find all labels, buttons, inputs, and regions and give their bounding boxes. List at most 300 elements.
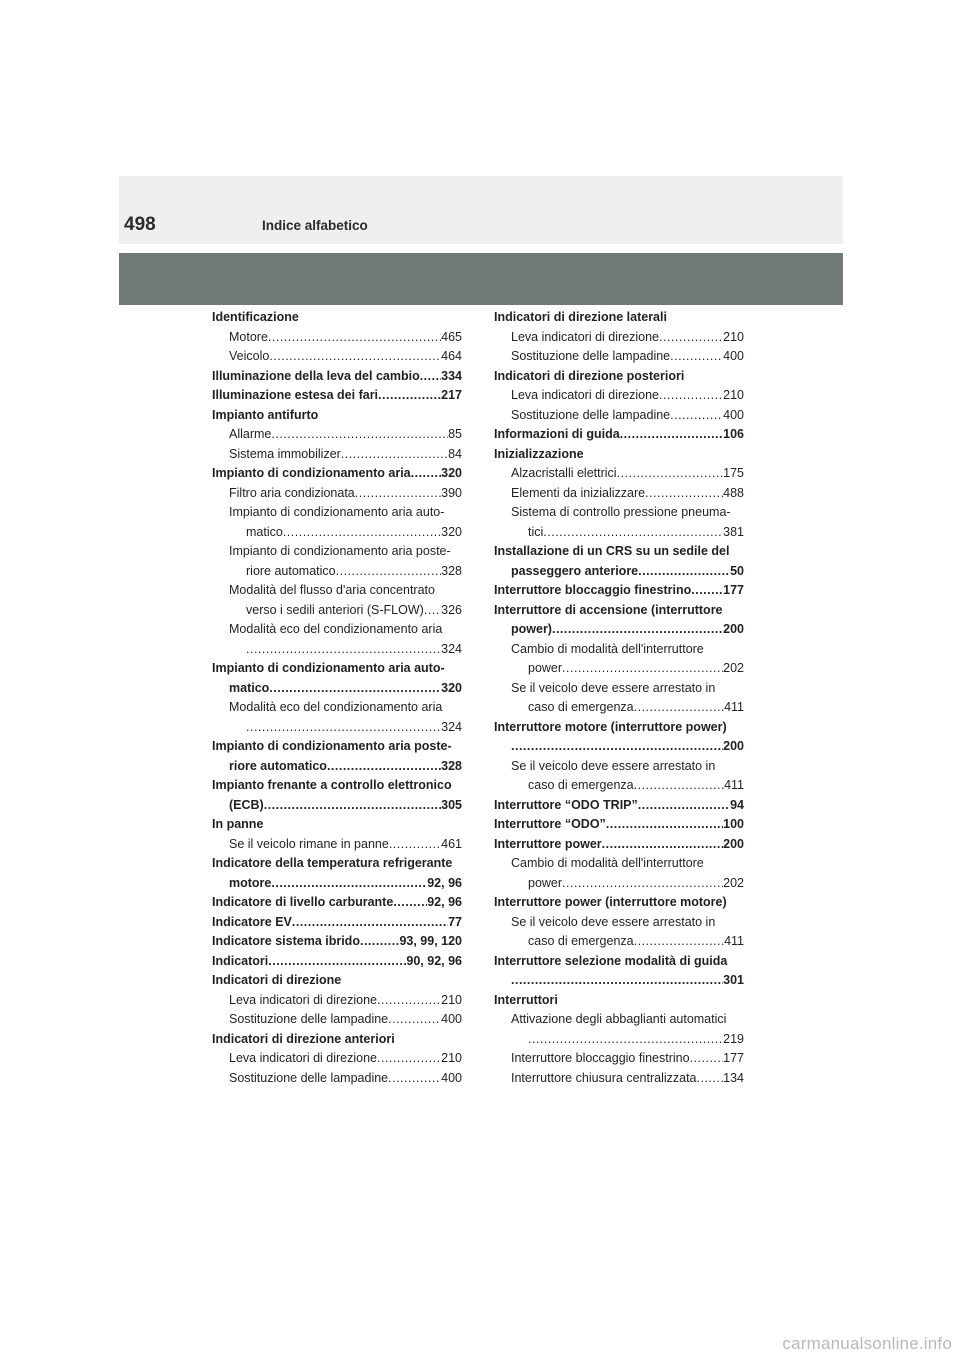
entry-label: Cambio di modalità dell'interruttore [511, 641, 704, 656]
index-entry-line [212, 308, 462, 328]
page-reference[interactable]: 202 [723, 661, 744, 675]
index-entry [212, 406, 462, 426]
index-entry [494, 640, 744, 679]
page-reference[interactable]: 461 [441, 836, 462, 851]
index-entry [212, 542, 462, 581]
index-entry [494, 757, 744, 796]
page-reference[interactable]: 301 [723, 973, 744, 987]
page-reference[interactable]: 134 [723, 1070, 744, 1085]
dot-leader [393, 893, 427, 913]
index-entry-line [212, 601, 462, 621]
dot-leader [659, 328, 723, 348]
dot-leader [388, 1010, 441, 1030]
entry-label: Leva indicatori di direzione [511, 329, 660, 344]
index-entry-line [494, 1069, 744, 1089]
entry-label: Illuminazione estesa dei fari [212, 388, 379, 402]
entry-label: Motore [229, 329, 268, 344]
entry-label: matico [229, 680, 270, 695]
index-entry-line [494, 971, 744, 991]
index-entry [212, 913, 462, 933]
index-entry [494, 718, 744, 757]
entry-label: Modalità eco del condizionamento aria [229, 622, 443, 636]
index-entry-line [212, 874, 462, 894]
index-entry-line [212, 893, 462, 913]
entry-label: Veicolo [229, 349, 270, 363]
dot-leader [388, 1069, 441, 1089]
index-entry-line [494, 581, 744, 601]
entry-label: Indicatore di livello carburante [212, 895, 394, 909]
entry-label: Modalità eco del condizionamento aria [229, 700, 443, 714]
entry-label: Indicatori di direzione anteriori [212, 1031, 395, 1046]
index-entry-line [494, 464, 744, 484]
page-reference[interactable]: 381 [723, 524, 744, 539]
index-entry [494, 854, 744, 893]
dot-leader [552, 620, 723, 640]
page-reference[interactable]: 85 [448, 427, 462, 441]
index-entry-line [212, 1030, 462, 1050]
page-reference[interactable]: 400 [723, 407, 744, 422]
index-entry-line [494, 679, 744, 699]
index-entry-line [494, 406, 744, 426]
index-entry-line [494, 425, 744, 445]
index-entry [212, 893, 462, 913]
page-reference[interactable]: 177 [723, 1051, 744, 1065]
page-reference[interactable]: 94 [730, 797, 744, 812]
index-entry [494, 1069, 744, 1089]
index-column-right [494, 308, 744, 1088]
index-entry [212, 464, 462, 484]
index-entry [212, 445, 462, 465]
dot-leader [691, 581, 723, 601]
index-entry-line [212, 737, 462, 757]
header-band [119, 176, 843, 244]
dot-leader [246, 640, 441, 660]
dot-leader [355, 484, 441, 504]
index-entry [494, 679, 744, 718]
index-entry [494, 347, 744, 367]
index-entry [494, 367, 744, 387]
entry-label: caso di emergenza [528, 934, 634, 948]
dot-leader [638, 796, 730, 816]
index-entry-line [212, 484, 462, 504]
page-reference[interactable]: 219 [723, 1031, 744, 1046]
page-reference[interactable]: 200 [723, 622, 744, 636]
entry-label: Interruttore power [494, 836, 602, 851]
title-bar [119, 253, 843, 305]
index-entry-line [494, 308, 744, 328]
index-entry-line [494, 386, 744, 406]
page-reference[interactable]: 177 [723, 583, 744, 597]
entry-label: Sostituzione delle lampadine [511, 349, 671, 363]
index-entry [212, 991, 462, 1011]
dot-leader [336, 562, 442, 582]
index-entry-line [212, 581, 462, 601]
index-entry [212, 1069, 462, 1089]
entry-label: Indicatore EV [212, 914, 292, 929]
index-entry [494, 1010, 744, 1049]
entry-label: riore automatico [229, 758, 327, 773]
index-entry-line [212, 659, 462, 679]
index-entry-line [212, 971, 462, 991]
index-entry [494, 464, 744, 484]
entry-label: Filtro aria condizionata [229, 485, 355, 500]
index-entry [494, 601, 744, 640]
dot-leader [377, 991, 441, 1011]
page-reference[interactable]: 84 [448, 446, 462, 461]
entry-label: Identificazione [212, 310, 299, 324]
index-entry-line [212, 1069, 462, 1089]
entry-label: Indicatori [212, 953, 269, 968]
index-entry-line [494, 484, 744, 504]
dot-leader [269, 347, 441, 367]
index-entry-line [494, 757, 744, 777]
dot-leader [543, 523, 723, 543]
entry-label: Sistema di controllo pressione pneuma- [511, 505, 731, 519]
index-entry [494, 796, 744, 816]
page-reference[interactable]: 400 [441, 1012, 462, 1026]
entry-label: Alzacristalli elettrici [511, 466, 617, 480]
entry-label: passeggero anteriore [511, 563, 639, 578]
entry-label: Elementi da inizializzare [511, 485, 646, 500]
index-entry [494, 952, 744, 991]
index-entry [494, 815, 744, 835]
entry-label: Modalità del flusso d'aria concentrato [229, 583, 435, 597]
entry-label: caso di emergenza [528, 778, 634, 792]
entry-label: power [528, 661, 563, 675]
page-reference[interactable]: 210 [723, 388, 744, 402]
index-entry [212, 932, 462, 952]
index-entry-line [494, 523, 744, 543]
index-entry-line [212, 425, 462, 445]
page-reference[interactable]: 464 [441, 349, 462, 363]
index-entry-line [212, 347, 462, 367]
dot-leader [389, 835, 441, 855]
index-entry-line [212, 718, 462, 738]
entry-label: Indicatori di direzione laterali [494, 310, 667, 324]
index-entry-line [494, 620, 744, 640]
index-entry-line [494, 445, 744, 465]
entry-label: riore automatico [246, 563, 336, 578]
page-reference[interactable]: 411 [724, 778, 744, 792]
index-entry [212, 484, 462, 504]
index-entry-line [212, 796, 462, 816]
index-entry-line [494, 640, 744, 660]
index-entry-line [494, 367, 744, 387]
dot-leader [424, 601, 441, 621]
dot-leader [602, 835, 723, 855]
page-reference[interactable]: 92, 96 [427, 895, 462, 909]
page-reference[interactable]: 411 [724, 700, 744, 714]
index-entry [494, 991, 744, 1011]
index-entry [494, 445, 744, 465]
index-entry [212, 328, 462, 348]
index-entry-line [494, 991, 744, 1011]
page-reference[interactable]: 326 [441, 602, 462, 617]
dot-leader [420, 367, 441, 387]
dot-leader [634, 776, 724, 796]
index-entry-line [212, 562, 462, 582]
page-reference[interactable]: 200 [723, 836, 744, 851]
entry-label: Attivazione degli abbaglianti automatici [511, 1012, 727, 1026]
index-entry-line [494, 659, 744, 679]
index-entry [494, 542, 744, 581]
index-entry-line [212, 367, 462, 387]
entry-label: Impianto di condizionamento aria auto- [229, 505, 445, 519]
entry-label: Sostituzione delle lampadine [229, 1012, 389, 1026]
dot-leader [378, 386, 441, 406]
entry-label: Indicatori di direzione posteriori [494, 368, 685, 383]
index-entry [212, 815, 462, 835]
page-reference[interactable]: 202 [723, 875, 744, 890]
index-entry-line [212, 445, 462, 465]
entry-label: caso di emergenza [528, 700, 634, 714]
entry-label: Impianto di condizionamento aria poste- [229, 544, 451, 558]
page-reference[interactable]: 465 [441, 329, 462, 344]
entry-label: (ECB) [229, 797, 264, 812]
index-entry-line [494, 601, 744, 621]
page-reference[interactable]: 92, 96 [427, 875, 462, 890]
index-entry-line [212, 328, 462, 348]
dot-leader [341, 445, 448, 465]
entry-label: Se il veicolo rimane in panne [229, 836, 389, 851]
page-reference[interactable]: 77 [448, 914, 462, 929]
watermark: carmanualsonline.info [782, 1334, 952, 1353]
dot-leader [271, 425, 448, 445]
index-entry-line [212, 503, 462, 523]
entry-label: Leva indicatori di direzione [229, 1051, 378, 1065]
index-entry-line [212, 464, 462, 484]
index-entry [212, 503, 462, 542]
index-entry-line [212, 776, 462, 796]
page-reference[interactable]: 400 [441, 1070, 462, 1085]
index-entry-line [212, 406, 462, 426]
entry-label: Se il veicolo deve essere arrestato in [511, 914, 716, 929]
section-title: Indice alfabetico [262, 218, 368, 233]
index-entry [494, 835, 744, 855]
index-entry-line [494, 1049, 744, 1069]
index-entry [212, 952, 462, 972]
index-entry [212, 776, 462, 815]
index-entry-line [212, 913, 462, 933]
index-entry-line [494, 913, 744, 933]
page-reference[interactable]: 324 [441, 719, 462, 734]
page-reference[interactable]: 100 [723, 817, 744, 831]
page-reference[interactable]: 320 [441, 680, 462, 695]
page-reference[interactable]: 411 [724, 934, 744, 948]
entry-label: Sistema immobilizer [229, 446, 341, 461]
index-entry-line [494, 328, 744, 348]
index-entry-line [212, 815, 462, 835]
index-entry-line [212, 542, 462, 562]
page-reference[interactable]: 334 [441, 368, 462, 383]
dot-leader [670, 406, 723, 426]
page-reference[interactable]: 320 [441, 466, 462, 480]
entry-label: Interruttore “ODO” [494, 817, 606, 831]
page-number: 498 [124, 214, 156, 235]
index-entry-line [494, 718, 744, 738]
dot-leader [634, 932, 724, 952]
index-entry [494, 386, 744, 406]
index-entry [494, 913, 744, 952]
entry-label: Impianto frenante a controllo elettronico [212, 778, 452, 792]
dot-leader [670, 347, 723, 367]
dot-leader [511, 737, 723, 757]
index-entry [212, 367, 462, 387]
page-reference[interactable]: 488 [723, 485, 744, 500]
dot-leader [638, 562, 730, 582]
index-entry [212, 659, 462, 698]
index-entry-line [494, 835, 744, 855]
entry-label: Sostituzione delle lampadine [511, 407, 671, 422]
entry-label: Impianto antifurto [212, 407, 319, 422]
index-entry-line [212, 932, 462, 952]
dot-leader [327, 757, 441, 777]
dot-leader [617, 464, 724, 484]
entry-label: Leva indicatori di direzione [511, 388, 660, 402]
index-entry [212, 1049, 462, 1069]
page-reference[interactable]: 320 [441, 524, 462, 539]
page-reference[interactable]: 210 [441, 1051, 462, 1065]
index-entry [212, 737, 462, 776]
page-reference[interactable]: 390 [441, 485, 462, 500]
index-entry [494, 406, 744, 426]
page-reference[interactable]: 200 [723, 739, 744, 753]
index-entry-line [212, 952, 462, 972]
index-entry [212, 308, 462, 328]
index-entry [494, 425, 744, 445]
index-entry-line [494, 698, 744, 718]
index-entry [494, 893, 744, 913]
entry-label: tici [528, 524, 544, 539]
index-column-left [212, 308, 462, 1088]
dot-leader [620, 425, 723, 445]
dot-leader [377, 1049, 441, 1069]
entry-label: Interruttori [494, 992, 558, 1007]
dot-leader [659, 386, 723, 406]
page-reference[interactable]: 93, 99, 120 [399, 934, 462, 948]
entry-label: Cambio di modalità dell'interruttore [511, 856, 704, 870]
entry-label: Indicatori di direzione [212, 973, 342, 987]
dot-leader [562, 874, 723, 894]
entry-label: Illuminazione della leva del cambio [212, 368, 420, 383]
dot-leader [271, 874, 427, 894]
entry-label: Indicatore sistema ibrido [212, 934, 360, 948]
dot-leader [528, 1030, 723, 1050]
index-entry-line [494, 952, 744, 972]
index-entry-line [212, 620, 462, 640]
index-entry [494, 308, 744, 328]
page-reference[interactable]: 324 [441, 641, 462, 656]
entry-label: power [528, 875, 563, 890]
entry-label: Inizializzazione [494, 446, 584, 461]
index-entry-line [494, 815, 744, 835]
dot-leader [697, 1069, 724, 1089]
index-entry [212, 386, 462, 406]
entry-label: power) [511, 622, 552, 636]
page-reference[interactable]: 328 [441, 758, 462, 773]
index-entry-line [494, 503, 744, 523]
dot-leader [269, 679, 441, 699]
index-entry-line [494, 932, 744, 952]
page-reference[interactable]: 90, 92, 96 [406, 953, 462, 968]
index-entry [212, 425, 462, 445]
page-reference[interactable]: 106 [723, 427, 744, 441]
index-entry-line [212, 835, 462, 855]
index-entry [212, 620, 462, 659]
entry-label: Sostituzione delle lampadine [229, 1070, 389, 1085]
page-reference[interactable]: 175 [723, 466, 744, 480]
entry-label: matico [246, 524, 283, 539]
index-entry [212, 581, 462, 620]
entry-label: motore [229, 875, 272, 890]
index-entry [212, 1030, 462, 1050]
dot-leader [511, 971, 723, 991]
entry-label: Leva indicatori di direzione [229, 992, 378, 1007]
index-entry-line [494, 874, 744, 894]
entry-label: In panne [212, 817, 264, 831]
index-entry-line [212, 679, 462, 699]
page-reference[interactable]: 328 [441, 563, 462, 578]
entry-label: Interruttore bloccaggio finestrino [494, 583, 692, 597]
dot-leader [411, 464, 442, 484]
page-reference[interactable]: 305 [441, 797, 462, 812]
index-entry-line [212, 640, 462, 660]
dot-leader [360, 932, 399, 952]
dot-leader [264, 796, 441, 816]
index-entry [212, 835, 462, 855]
dot-leader [690, 1049, 724, 1069]
page-reference[interactable]: 217 [441, 388, 462, 402]
index-entry-line [212, 523, 462, 543]
dot-leader [283, 523, 441, 543]
page-reference[interactable]: 400 [723, 349, 744, 363]
index-entry [494, 484, 744, 504]
dot-leader [606, 815, 723, 835]
entry-label: Installazione di un CRS su un sedile del [494, 544, 730, 558]
entry-label: Informazioni di guida [494, 427, 620, 441]
page-reference[interactable]: 50 [730, 563, 744, 578]
index-entry-line [212, 854, 462, 874]
index-entry [212, 971, 462, 991]
entry-label: Impianto di condizionamento aria [212, 466, 411, 480]
entry-label: Impianto di condizionamento aria poste- [212, 739, 452, 753]
index-entry [494, 503, 744, 542]
index-entry-line [494, 737, 744, 757]
entry-label: Se il veicolo deve essere arrestato in [511, 758, 716, 773]
index-entry [494, 581, 744, 601]
index-entry-line [494, 893, 744, 913]
page-reference[interactable]: 210 [441, 992, 462, 1007]
index-entry-line [212, 698, 462, 718]
entry-label: verso i sedili anteriori (S-FLOW) [246, 602, 424, 617]
index-entry-line [494, 796, 744, 816]
dot-leader [645, 484, 723, 504]
page-reference[interactable]: 210 [723, 329, 744, 344]
dot-leader [268, 328, 441, 348]
entry-label: Allarme [229, 427, 272, 441]
dot-leader [292, 913, 448, 933]
dot-leader [268, 952, 406, 972]
index-entry-line [494, 1010, 744, 1030]
entry-label: Interruttore power (interruttore motore) [494, 895, 727, 909]
index-entry-line [212, 1049, 462, 1069]
index-entry-line [494, 542, 744, 562]
dot-leader [562, 659, 723, 679]
dot-leader [246, 718, 441, 738]
index-entry [212, 347, 462, 367]
dot-leader [634, 698, 724, 718]
index-entry-line [494, 347, 744, 367]
